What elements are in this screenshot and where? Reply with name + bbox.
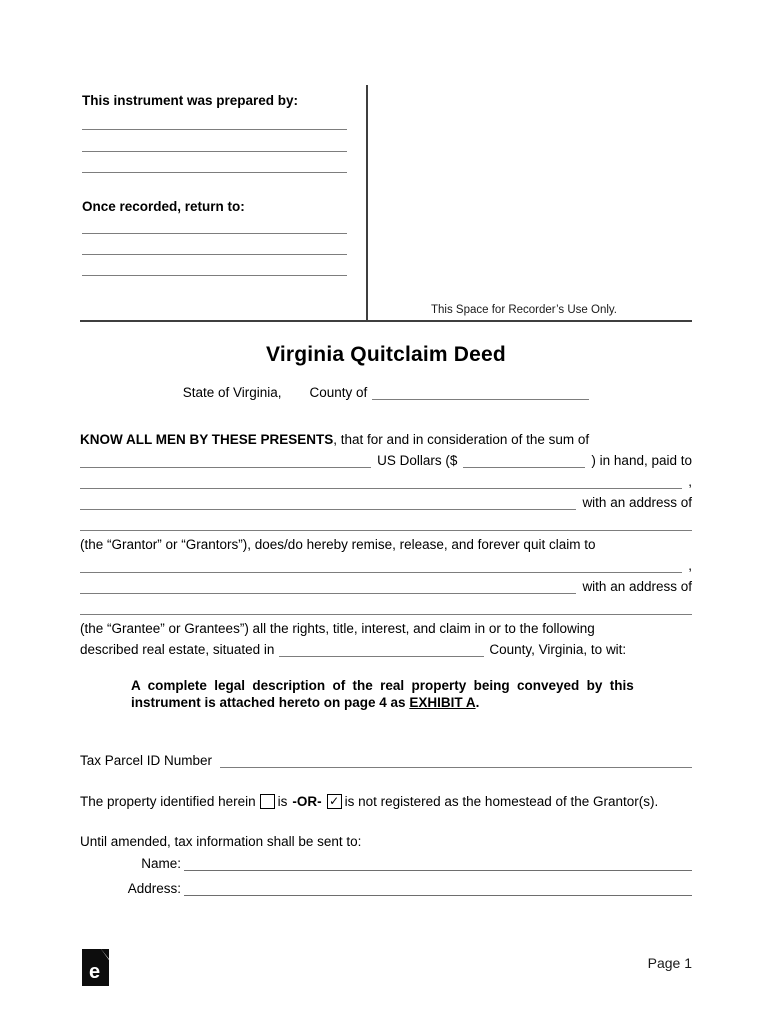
grantee-address-blank-full [80, 603, 692, 615]
situated-prefix-text: described real estate, situated in [80, 642, 275, 657]
with-address-label: with an address of [582, 495, 692, 510]
legal-description-period: . [475, 695, 480, 710]
return-to-line-1 [82, 233, 347, 234]
county-label: County of [309, 385, 368, 400]
homestead-or-label: -OR- [292, 793, 322, 809]
deed-body [80, 432, 692, 905]
return-to-line-2 [82, 254, 347, 255]
tax-parcel-line [80, 753, 692, 774]
eforms-logo-letter: e [88, 961, 101, 983]
exhibit-a-link-text: EXHIBIT A [409, 695, 476, 710]
grantee-with-address-label: with an address of [582, 579, 692, 594]
recorder-use-note: This Space for Recorder’s Use Only. [431, 304, 617, 316]
grantor-clause-text: (the “Grantor” or “Grantors”), does/do hereby remise, release, and forever quit claim to [80, 537, 596, 552]
grantee-address-full-line [80, 600, 692, 621]
homestead-suffix-text: is not registered as the homestead of the Grantor(s). [344, 793, 659, 809]
grantee-clause-text: (the “Grantee” or Grantees”) all the rights, title, interest, and claim in or to the following [80, 621, 595, 636]
page-fold-icon [101, 949, 109, 959]
prepared-by-label: This instrument was prepared by: [82, 93, 299, 108]
grantor-name-blank [80, 477, 682, 489]
presents-bold-text: KNOW ALL MEN BY THESE PRESENTS [80, 432, 334, 447]
recorder-header-block [80, 85, 692, 320]
situated-county-blank [279, 645, 484, 657]
homestead-line [80, 789, 692, 813]
page-title: Virginia Quitclaim Deed [266, 343, 506, 366]
in-hand-label: ) in hand, paid to [591, 453, 692, 468]
grantee-clause-line [80, 621, 692, 642]
homestead-is-not-checkbox [327, 794, 342, 809]
jurisdiction-line [80, 384, 692, 400]
address-label: Address: [127, 881, 181, 896]
checkmark-icon: ✓ [329, 794, 340, 808]
page-number: Page 1 [647, 955, 692, 971]
tax-info-address-line [80, 880, 692, 905]
tax-info-heading [80, 834, 692, 855]
eforms-logo [82, 949, 109, 986]
vertical-divider [366, 85, 368, 320]
grantor-address-full-line [80, 516, 692, 537]
return-to-label: Once recorded, return to: [82, 199, 245, 214]
horizontal-divider [80, 320, 692, 322]
amount-words-blank [80, 456, 371, 468]
amount-numeric-blank [463, 456, 585, 468]
prepared-by-line-1 [82, 129, 347, 130]
tax-parcel-blank [220, 756, 692, 768]
prepared-by-line-3 [82, 172, 347, 173]
grantor-name-line [80, 474, 692, 495]
name-label: Name: [141, 856, 181, 871]
grantee-name-line [80, 558, 692, 579]
grantor-address-blank-full [80, 519, 692, 531]
situated-suffix-text: County, Virginia, to wit: [489, 642, 627, 657]
legal-description-paragraph [131, 677, 645, 711]
grantee-trailing-comma: , [688, 558, 692, 573]
us-dollars-label: US Dollars ($ [377, 453, 458, 468]
tax-info-name-line [80, 855, 692, 880]
homestead-is-label: is [277, 793, 288, 809]
grantor-address-intro-line [80, 495, 692, 516]
tax-parcel-label: Tax Parcel ID Number [80, 753, 213, 768]
situated-line [80, 642, 692, 663]
grantor-address-blank-lead [80, 498, 576, 510]
state-label: State of Virginia, [182, 385, 282, 400]
address-blank [184, 883, 692, 896]
grantee-address-blank-lead [80, 582, 576, 594]
tax-info-heading-text: Until amended, tax information shall be sent to: [80, 834, 362, 849]
name-blank [184, 858, 692, 871]
presents-line [80, 432, 692, 453]
county-blank-line [372, 387, 589, 400]
homestead-prefix-text: The property identified herein [80, 793, 256, 809]
prepared-by-line-2 [82, 151, 347, 152]
homestead-is-checkbox [260, 794, 275, 809]
dollars-line [80, 453, 692, 474]
grantee-name-blank [80, 561, 682, 573]
legal-description-line2-prefix: instrument is attached hereto on page 4 as [131, 695, 410, 710]
return-to-line-3 [82, 275, 347, 276]
trailing-comma: , [688, 474, 692, 489]
legal-description-line1: A complete legal description of the real property being conveyed by this [131, 678, 634, 693]
presents-rest-text: , that for and in consideration of the sum of [333, 432, 590, 447]
grantor-clause-line [80, 537, 692, 558]
grantee-address-intro-line [80, 579, 692, 600]
